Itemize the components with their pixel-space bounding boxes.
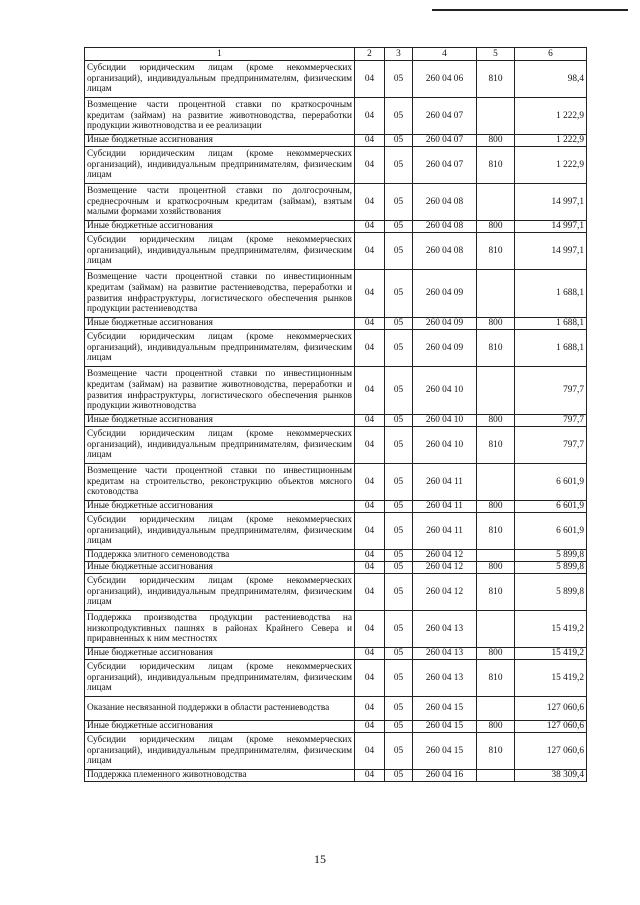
- row-target-code: 260 04 07: [413, 98, 477, 135]
- row-expense-type: 800: [477, 648, 515, 660]
- row-subsection: 05: [385, 550, 413, 562]
- row-subsection: 05: [385, 464, 413, 501]
- row-name: Иные бюджетные ассигнования: [85, 648, 355, 660]
- row-subsection: 05: [385, 427, 413, 464]
- table-row: [85, 98, 587, 135]
- row-expense-type: 800: [477, 721, 515, 733]
- row-target-code: 260 04 12: [413, 550, 477, 562]
- row-name: Иные бюджетные ассигнования: [85, 501, 355, 513]
- row-section: 04: [355, 513, 385, 550]
- row-amount: 1 688,1: [515, 270, 587, 318]
- row-amount: 5 899,8: [515, 550, 587, 562]
- row-target-code: 260 04 09: [413, 318, 477, 330]
- row-target-code: 260 04 09: [413, 270, 477, 318]
- row-expense-type: 810: [477, 330, 515, 367]
- row-subsection: 05: [385, 98, 413, 135]
- row-subsection: 05: [385, 367, 413, 415]
- row-name: Субсидии юридическим лицам (кроме некоммерческих организаций), индивидуальным предпринимателям, физическим лицам: [85, 330, 355, 367]
- row-target-code: 260 04 08: [413, 221, 477, 233]
- page-number: 15: [314, 852, 326, 866]
- row-section: 04: [355, 270, 385, 318]
- row-amount: 5 899,8: [515, 562, 587, 574]
- row-amount: 797,7: [515, 415, 587, 427]
- row-amount: 14 997,1: [515, 221, 587, 233]
- row-target-code: 260 04 08: [413, 233, 477, 270]
- row-amount: 1 222,9: [515, 147, 587, 184]
- table-row: [85, 562, 587, 574]
- row-name: Иные бюджетные ассигнования: [85, 318, 355, 330]
- row-expense-type: [477, 184, 515, 221]
- col-header-2: 2: [355, 48, 385, 61]
- table-row: [85, 61, 587, 98]
- row-subsection: 05: [385, 233, 413, 270]
- row-target-code: 260 04 15: [413, 733, 477, 770]
- row-expense-type: 810: [477, 513, 515, 550]
- row-subsection: 05: [385, 221, 413, 233]
- table-row: [85, 270, 587, 318]
- row-section: 04: [355, 367, 385, 415]
- row-section: 04: [355, 98, 385, 135]
- row-target-code: 260 04 10: [413, 367, 477, 415]
- row-expense-type: 810: [477, 574, 515, 611]
- table-row: [85, 427, 587, 464]
- row-target-code: 260 04 11: [413, 513, 477, 550]
- row-target-code: 260 04 13: [413, 660, 477, 697]
- row-name: Оказание несвязанной поддержки в области растениеводства: [85, 697, 355, 721]
- table-row: [85, 135, 587, 147]
- table-row: [85, 464, 587, 501]
- table-row: [85, 611, 587, 648]
- row-expense-type: [477, 550, 515, 562]
- row-amount: 15 419,2: [515, 648, 587, 660]
- row-name: Возмещение части процентной ставки по инвестиционным кредитам (займам) на развитие животноводства, переработки и развития инфраструктуры, логистического обеспечения рынков продукции животноводства: [85, 367, 355, 415]
- row-section: 04: [355, 770, 385, 782]
- table-row: [85, 233, 587, 270]
- row-expense-type: 810: [477, 427, 515, 464]
- row-amount: 38 309,4: [515, 770, 587, 782]
- row-target-code: 260 04 15: [413, 697, 477, 721]
- row-name: Возмещение части процентной ставки по краткосрочным кредитам (займам) на развитие животноводства, переработки продукции животноводства и ее реализации: [85, 98, 355, 135]
- row-expense-type: [477, 464, 515, 501]
- row-section: 04: [355, 611, 385, 648]
- row-name: Поддержка элитного семеноводства: [85, 550, 355, 562]
- row-expense-type: 810: [477, 233, 515, 270]
- table-row: [85, 415, 587, 427]
- row-name: Субсидии юридическим лицам (кроме некоммерческих организаций), индивидуальным предпринимателям, физическим лицам: [85, 61, 355, 98]
- row-amount: 5 899,8: [515, 574, 587, 611]
- table-row: [85, 697, 587, 721]
- row-section: 04: [355, 184, 385, 221]
- row-subsection: 05: [385, 330, 413, 367]
- row-subsection: 05: [385, 574, 413, 611]
- row-expense-type: 800: [477, 135, 515, 147]
- row-name: Поддержка племенного животноводства: [85, 770, 355, 782]
- table-row: [85, 574, 587, 611]
- row-expense-type: [477, 611, 515, 648]
- col-header-4: 4: [413, 48, 477, 61]
- row-subsection: 05: [385, 318, 413, 330]
- row-subsection: 05: [385, 733, 413, 770]
- row-section: 04: [355, 501, 385, 513]
- row-subsection: 05: [385, 721, 413, 733]
- row-subsection: 05: [385, 562, 413, 574]
- header-row: [85, 48, 587, 61]
- row-amount: 127 060,6: [515, 733, 587, 770]
- row-subsection: 05: [385, 135, 413, 147]
- table-row: [85, 648, 587, 660]
- row-section: 04: [355, 660, 385, 697]
- row-target-code: 260 04 11: [413, 501, 477, 513]
- table-row: [85, 550, 587, 562]
- row-expense-type: [477, 270, 515, 318]
- row-section: 04: [355, 221, 385, 233]
- table-row: [85, 660, 587, 697]
- row-amount: 127 060,6: [515, 721, 587, 733]
- row-expense-type: 810: [477, 733, 515, 770]
- row-expense-type: 810: [477, 660, 515, 697]
- row-subsection: 05: [385, 415, 413, 427]
- row-section: 04: [355, 574, 385, 611]
- row-target-code: 260 04 07: [413, 135, 477, 147]
- row-amount: 14 997,1: [515, 184, 587, 221]
- row-name: Иные бюджетные ассигнования: [85, 721, 355, 733]
- row-subsection: 05: [385, 270, 413, 318]
- row-target-code: 260 04 09: [413, 330, 477, 367]
- row-section: 04: [355, 464, 385, 501]
- row-expense-type: 800: [477, 415, 515, 427]
- row-section: 04: [355, 233, 385, 270]
- row-subsection: 05: [385, 147, 413, 184]
- row-name: Поддержка производства продукции растениеводства на низкопродуктивных пашнях в районах Крайнего Севера и приравненных к ним местностях: [85, 611, 355, 648]
- row-amount: 797,7: [515, 427, 587, 464]
- row-section: 04: [355, 427, 385, 464]
- row-subsection: 05: [385, 513, 413, 550]
- col-header-6: 6: [515, 48, 587, 61]
- row-target-code: 260 04 06: [413, 61, 477, 98]
- row-target-code: 260 04 10: [413, 415, 477, 427]
- row-name: Субсидии юридическим лицам (кроме некоммерческих организаций), индивидуальным предпринимателям, физическим лицам: [85, 427, 355, 464]
- table-row: [85, 184, 587, 221]
- row-subsection: 05: [385, 660, 413, 697]
- row-expense-type: 810: [477, 61, 515, 98]
- row-name: Иные бюджетные ассигнования: [85, 562, 355, 574]
- row-expense-type: 800: [477, 221, 515, 233]
- col-header-1: 1: [85, 48, 355, 61]
- row-name: Субсидии юридическим лицам (кроме некоммерческих организаций), индивидуальным предпринимателям, физическим лицам: [85, 733, 355, 770]
- row-target-code: 260 04 11: [413, 464, 477, 501]
- row-name: Субсидии юридическим лицам (кроме некоммерческих организаций), индивидуальным предпринимателям, физическим лицам: [85, 233, 355, 270]
- row-amount: 6 601,9: [515, 501, 587, 513]
- row-section: 04: [355, 318, 385, 330]
- row-name: Субсидии юридическим лицам (кроме некоммерческих организаций), индивидуальным предпринимателям, физическим лицам: [85, 660, 355, 697]
- row-subsection: 05: [385, 184, 413, 221]
- row-section: 04: [355, 721, 385, 733]
- row-target-code: 260 04 13: [413, 611, 477, 648]
- table-row: [85, 770, 587, 782]
- row-expense-type: [477, 367, 515, 415]
- row-expense-type: [477, 770, 515, 782]
- row-name: Возмещение части процентной ставки по инвестиционным кредитам на строительство, реконструкцию объектов мясного скотоводства: [85, 464, 355, 501]
- row-section: 04: [355, 733, 385, 770]
- row-amount: 797,7: [515, 367, 587, 415]
- row-amount: 98,4: [515, 61, 587, 98]
- table-row: [85, 221, 587, 233]
- row-subsection: 05: [385, 501, 413, 513]
- row-amount: 6 601,9: [515, 513, 587, 550]
- row-section: 04: [355, 330, 385, 367]
- row-subsection: 05: [385, 61, 413, 98]
- row-amount: 1 222,9: [515, 98, 587, 135]
- row-target-code: 260 04 12: [413, 574, 477, 611]
- row-target-code: 260 04 13: [413, 648, 477, 660]
- row-amount: 15 419,2: [515, 611, 587, 648]
- row-expense-type: 800: [477, 501, 515, 513]
- row-amount: 14 997,1: [515, 233, 587, 270]
- row-expense-type: 800: [477, 318, 515, 330]
- row-target-code: 260 04 15: [413, 721, 477, 733]
- row-section: 04: [355, 697, 385, 721]
- row-target-code: 260 04 10: [413, 427, 477, 464]
- table-row: [85, 513, 587, 550]
- row-target-code: 260 04 12: [413, 562, 477, 574]
- table-row: [85, 721, 587, 733]
- row-subsection: 05: [385, 648, 413, 660]
- row-name: Иные бюджетные ассигнования: [85, 415, 355, 427]
- row-section: 04: [355, 415, 385, 427]
- table-row: [85, 147, 587, 184]
- row-section: 04: [355, 135, 385, 147]
- col-header-3: 3: [385, 48, 413, 61]
- row-target-code: 260 04 08: [413, 184, 477, 221]
- row-section: 04: [355, 562, 385, 574]
- budget-table: [84, 47, 587, 782]
- row-subsection: 05: [385, 611, 413, 648]
- row-name: Иные бюджетные ассигнования: [85, 135, 355, 147]
- row-amount: 15 419,2: [515, 660, 587, 697]
- row-subsection: 05: [385, 770, 413, 782]
- row-name: Субсидии юридическим лицам (кроме некоммерческих организаций), индивидуальным предпринимателям, физическим лицам: [85, 513, 355, 550]
- row-amount: 127 060,6: [515, 697, 587, 721]
- row-name: Субсидии юридическим лицам (кроме некоммерческих организаций), индивидуальным предпринимателям, физическим лицам: [85, 147, 355, 184]
- col-header-5: 5: [477, 48, 515, 61]
- table-row: [85, 501, 587, 513]
- row-name: Возмещение части процентной ставки по инвестиционным кредитам (займам) на развитие растениеводства, переработки и развития инфраструктуры, логистического обеспечения рынков продукции растениеводства: [85, 270, 355, 318]
- table-row: [85, 367, 587, 415]
- table-row: [85, 318, 587, 330]
- row-subsection: 05: [385, 697, 413, 721]
- row-target-code: 260 04 16: [413, 770, 477, 782]
- header-rule: [432, 9, 628, 11]
- row-name: Субсидии юридическим лицам (кроме некоммерческих организаций), индивидуальным предпринимателям, физическим лицам: [85, 574, 355, 611]
- row-expense-type: 810: [477, 147, 515, 184]
- row-amount: 1 222,9: [515, 135, 587, 147]
- row-section: 04: [355, 648, 385, 660]
- row-section: 04: [355, 61, 385, 98]
- row-target-code: 260 04 07: [413, 147, 477, 184]
- row-expense-type: [477, 98, 515, 135]
- table-row: [85, 330, 587, 367]
- row-section: 04: [355, 550, 385, 562]
- row-amount: 1 688,1: [515, 330, 587, 367]
- row-name: Возмещение части процентной ставки по долгосрочным, среднесрочным и краткосрочным кредитам (займам), взятым малыми формами хозяйствования: [85, 184, 355, 221]
- row-expense-type: [477, 697, 515, 721]
- row-amount: 1 688,1: [515, 318, 587, 330]
- row-name: Иные бюджетные ассигнования: [85, 221, 355, 233]
- row-amount: 6 601,9: [515, 464, 587, 501]
- row-expense-type: 800: [477, 562, 515, 574]
- row-section: 04: [355, 147, 385, 184]
- table-row: [85, 733, 587, 770]
